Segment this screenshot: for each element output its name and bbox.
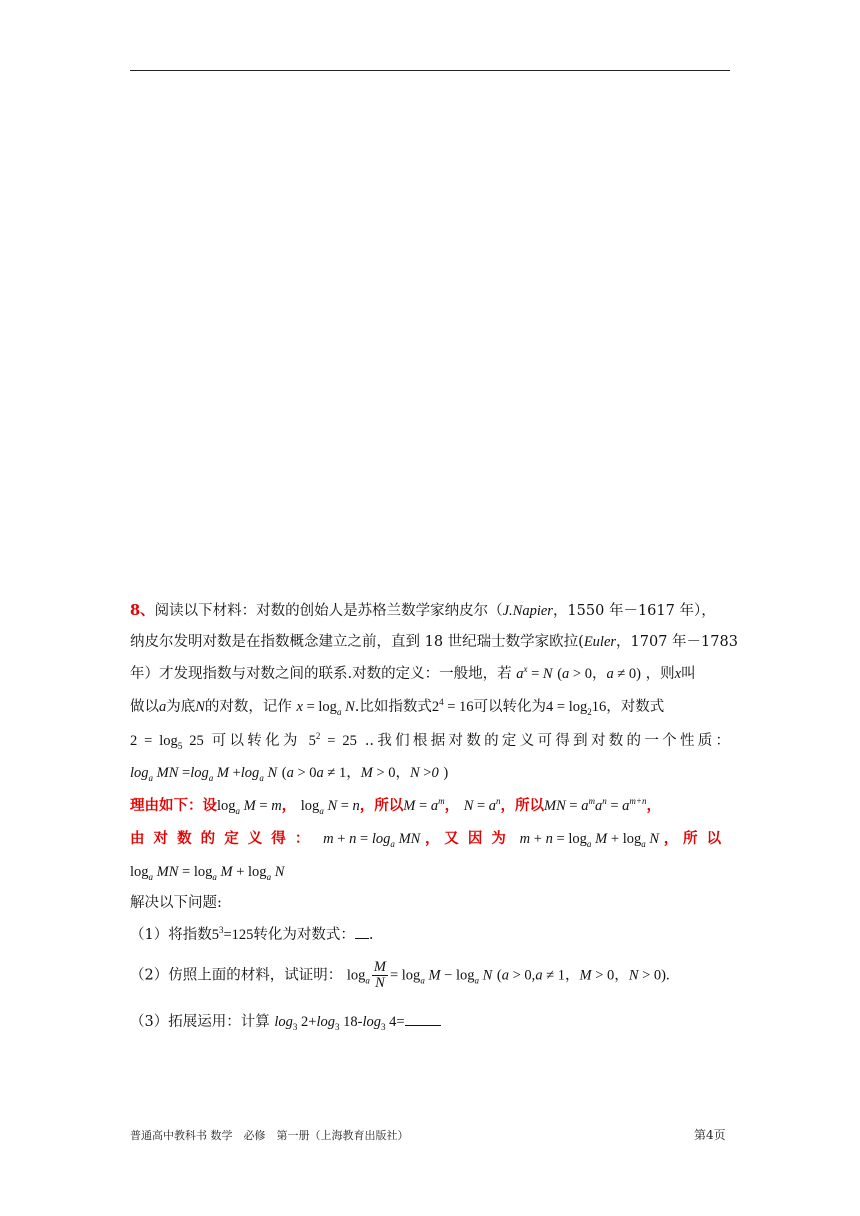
answer-blank-1[interactable] — [355, 924, 369, 939]
problem-line-5: $2 = \log_5 25$ 可以转化为 $5^2 = 25$ ..我们根据对数的定义可得到对数的一个性质： — [130, 731, 731, 751]
formula-log-def: $x = \log_a N$ — [296, 699, 355, 717]
reason-line-2: 由对数的定义得： $m + n = \log_a$ MN ， 又因为 $m + n = \log_a M + \log_a N$ ， 所以 — [130, 830, 731, 849]
question-1: （1）将指数$5^3=125$转化为对数式： . — [130, 925, 374, 943]
footer-page-number: 第4页 — [694, 1128, 726, 1142]
problem-line-2: 纳皮尔发明对数是在指数概念建立之前，直到 18 世纪瑞士数学家欧拉(Euler，1707 年－1783 — [130, 634, 738, 650]
problem-line-1: 8、阅读以下材料：对数的创始人是苏格兰数学家纳皮尔（J.Napier，1550 年－1617 年）， — [130, 602, 716, 619]
formula-example-exp: $2^4 = 16$ — [431, 697, 474, 715]
formula-example-log: $4 = \log_216$ — [546, 699, 607, 717]
problem-line-3: 年）才发现指数与对数之间的联系.对数的定义：一般地，若 $a^x = N$ (a > 0，a ≠ 0) ，则x叫 — [130, 664, 696, 682]
solve-heading: 解决以下问题: — [130, 895, 222, 911]
reason-conclusion: $\log_a$ MN = $\log_a M + \log_a N$ — [130, 864, 285, 882]
footer-book-title: 普通高中教科书 数学 必修 第一册（上海教育出版社） — [130, 1129, 409, 1142]
formula-definition: $a^x = N$ (a > 0，a ≠ 0) — [516, 664, 642, 682]
question-3: （3）拓展运用：计算 $\log_3 2+\log_3$ $18-\log_3$ 4= — [130, 1011, 730, 1032]
property-formula: $\log_a$ MN $=\log_a$ $M +\log_a$ N (a > 0a ≠ 1，M > 0，N >0 ) — [130, 765, 449, 783]
reason-line-1: 理由如下：设$\log_a M = m$， $\log_a N = n$，所以$M = a^m$， $N = a^n$，所以MN = $a^ma^n = a^{m+n}$， — [130, 796, 661, 816]
answer-blank-3[interactable] — [405, 1011, 441, 1026]
problem-line-4: 做以a为底N的对数，记作 $x = \log_a N$.比如指数式$2^4 = 16$可以转化为$4 = \log_216$，对数式 — [130, 697, 665, 717]
question-2: （2）仿照上面的材料，试证明： $\log_a$ $\frac{M}{N}$ = $\log_a M - \log_a N$ (a > 0,a ≠ 1，M > 0，N > 0). — [130, 959, 670, 991]
problem-number: 8、 — [130, 602, 155, 619]
header-rule — [130, 70, 730, 71]
